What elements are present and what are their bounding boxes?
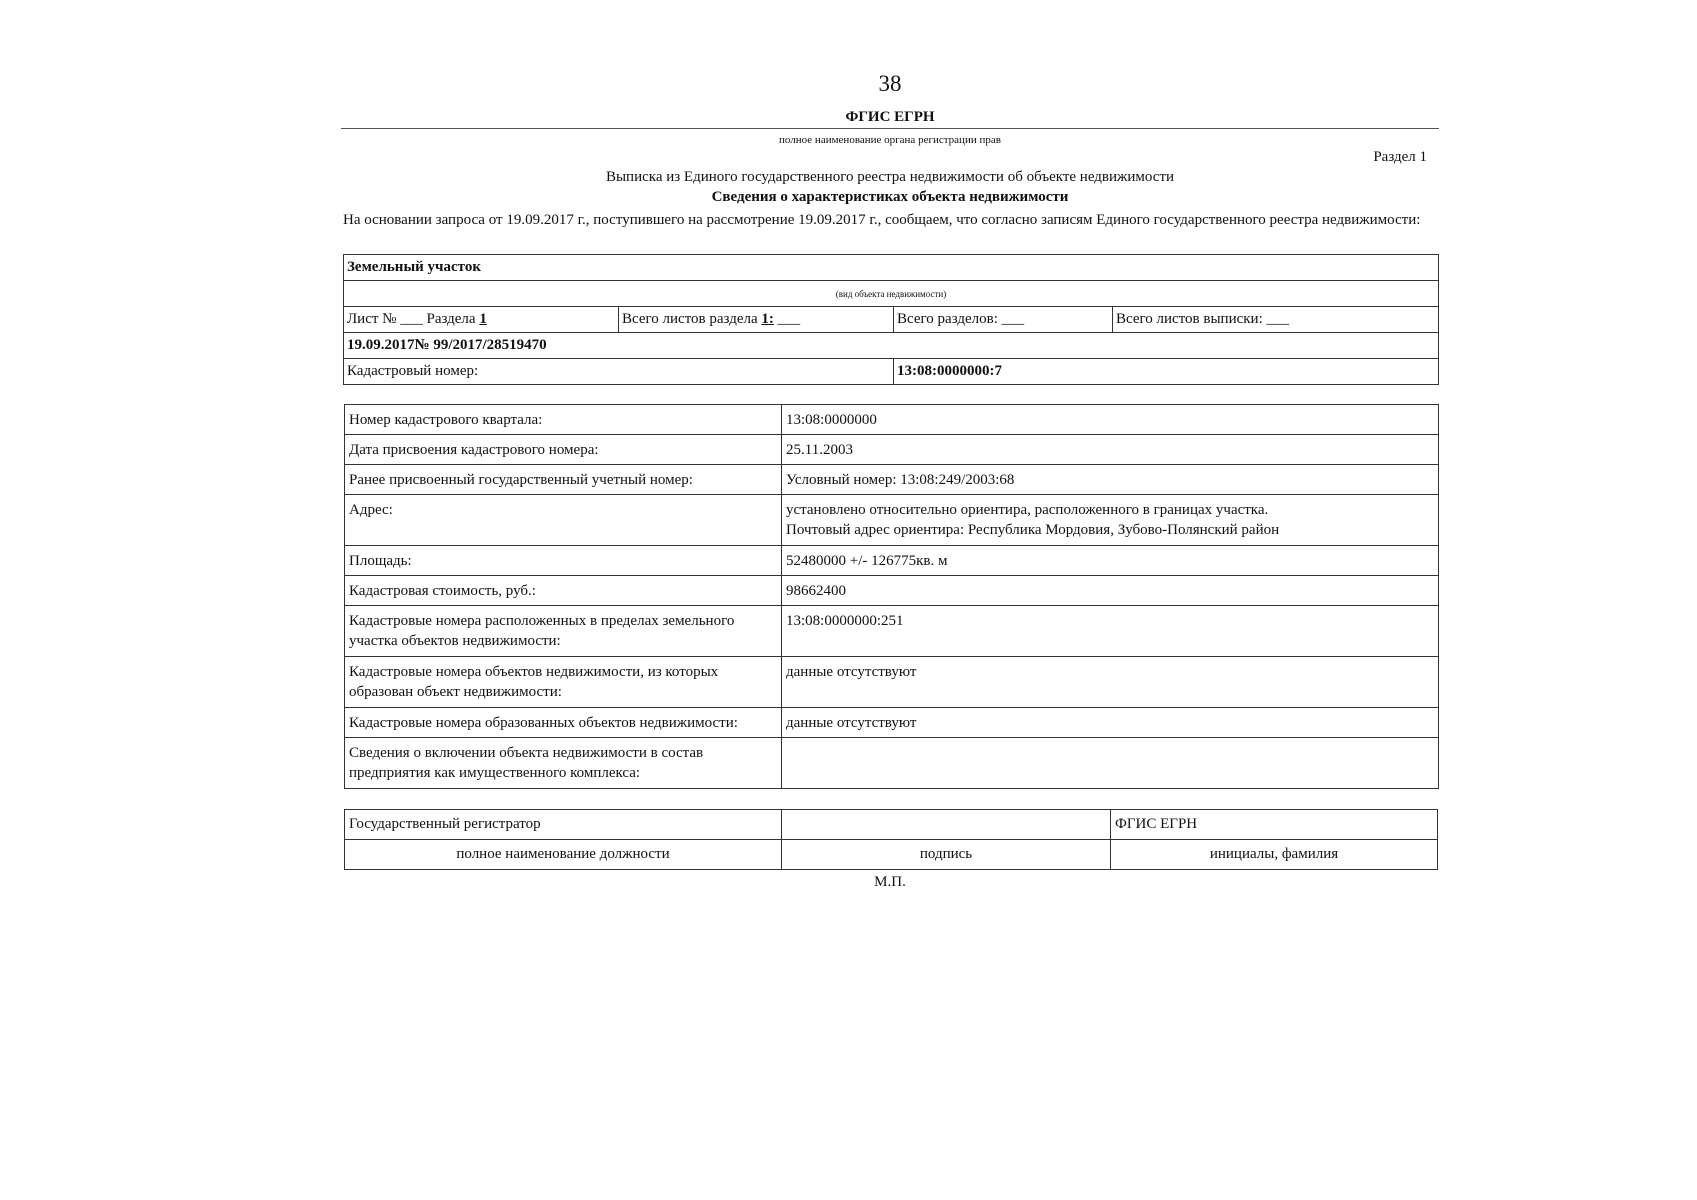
organization-name: ФГИС ЕГРН <box>845 109 935 125</box>
table-row <box>345 405 1439 435</box>
organization-caption: полное наименование органа регистрации прав <box>779 134 1001 146</box>
table-row <box>345 606 1439 657</box>
detail-label: Дата присвоения кадастрового номера: <box>345 435 782 465</box>
table-row <box>345 708 1439 738</box>
address-line-2: Почтовый адрес ориентира: Республика Мордовия, Зубово-Полянский район <box>786 522 1280 538</box>
table-row <box>345 576 1439 606</box>
document-subtitle: Сведения о характеристиках объекта недвижимости <box>711 189 1069 205</box>
registrar-position: Государственный регистратор <box>345 810 782 840</box>
detail-label: Кадастровые номера расположенных в пределах земельного участка объектов недвижимости: <box>345 606 782 657</box>
object-header-table <box>343 254 1439 385</box>
address-line-1: установлено относительно ориентира, расположенного в границах участка. <box>786 502 1269 518</box>
detail-label: Сведения о включении объекта недвижимости в состав предприятия как имущественного комплекса: <box>345 738 782 789</box>
signature-table <box>344 809 1438 870</box>
organization-underline <box>341 128 1439 129</box>
document-title: Выписка из Единого государственного реестра недвижимости об объекте недвижимости <box>605 169 1175 185</box>
intro-paragraph: На основании запроса от 19.09.2017 г., поступившего на рассмотрение 19.09.2017 г., сообщаем, что согласно записям Единого государственного реестра недвижимости: <box>343 212 1421 228</box>
object-type-caption: (вид объекта недвижимости) <box>344 281 1439 307</box>
page-number: 38 <box>878 71 902 96</box>
registrar-name: ФГИС ЕГРН <box>1111 810 1438 840</box>
sheet-number-cell <box>344 307 619 333</box>
detail-value: Условный номер: 13:08:249/2003:68 <box>782 465 1439 495</box>
detail-label: Номер кадастрового квартала: <box>345 405 782 435</box>
object-type: Земельный участок <box>344 255 1439 281</box>
detail-label: Адрес: <box>345 495 782 546</box>
detail-value: данные отсутствуют <box>782 708 1439 738</box>
table-row <box>345 465 1439 495</box>
table-row <box>345 435 1439 465</box>
sheet-number-label: Лист № ___ Раздела <box>347 311 476 327</box>
detail-label: Кадастровые номера объектов недвижимости, из которых образован объект недвижимости: <box>345 657 782 708</box>
detail-value: 13:08:0000000 <box>782 405 1439 435</box>
detail-value <box>782 738 1439 789</box>
detail-value: 13:08:0000000:251 <box>782 606 1439 657</box>
detail-label: Кадастровые номера образованных объектов недвижимости: <box>345 708 782 738</box>
detail-value: 52480000 +/- 126775кв. м <box>782 546 1439 576</box>
table-row <box>345 546 1439 576</box>
detail-value: данные отсутствуют <box>782 657 1439 708</box>
position-caption: полное наименование должности <box>345 840 782 870</box>
cadastral-number-label: Кадастровый номер: <box>344 359 894 385</box>
detail-label: Площадь: <box>345 546 782 576</box>
name-caption: инициалы, фамилия <box>1111 840 1438 870</box>
total-sheets-section-num: 1: <box>761 311 774 327</box>
details-table <box>344 404 1439 789</box>
extract-date-number: 19.09.2017№ 99/2017/28519470 <box>344 333 1439 359</box>
detail-value <box>782 495 1439 546</box>
total-sheets-extract: Всего листов выписки: ___ <box>1113 307 1439 333</box>
signature-caption: подпись <box>782 840 1111 870</box>
detail-label: Ранее присвоенный государственный учетный номер: <box>345 465 782 495</box>
detail-value: 98662400 <box>782 576 1439 606</box>
table-row <box>345 657 1439 708</box>
total-sheets-section-cell <box>619 307 894 333</box>
table-row <box>345 495 1439 546</box>
total-sheets-section-label: Всего листов раздела <box>622 311 758 327</box>
detail-value: 25.11.2003 <box>782 435 1439 465</box>
detail-label: Кадастровая стоимость, руб.: <box>345 576 782 606</box>
section-label: Раздел 1 <box>1373 149 1427 165</box>
stamp-place: М.П. <box>874 874 906 890</box>
signature-field <box>782 810 1111 840</box>
table-row <box>345 738 1439 789</box>
total-sections: Всего разделов: ___ <box>894 307 1113 333</box>
sheet-number-value: 1 <box>479 311 487 327</box>
total-sheets-section-blank: ___ <box>773 311 801 327</box>
cadastral-number-value: 13:08:0000000:7 <box>894 359 1439 385</box>
